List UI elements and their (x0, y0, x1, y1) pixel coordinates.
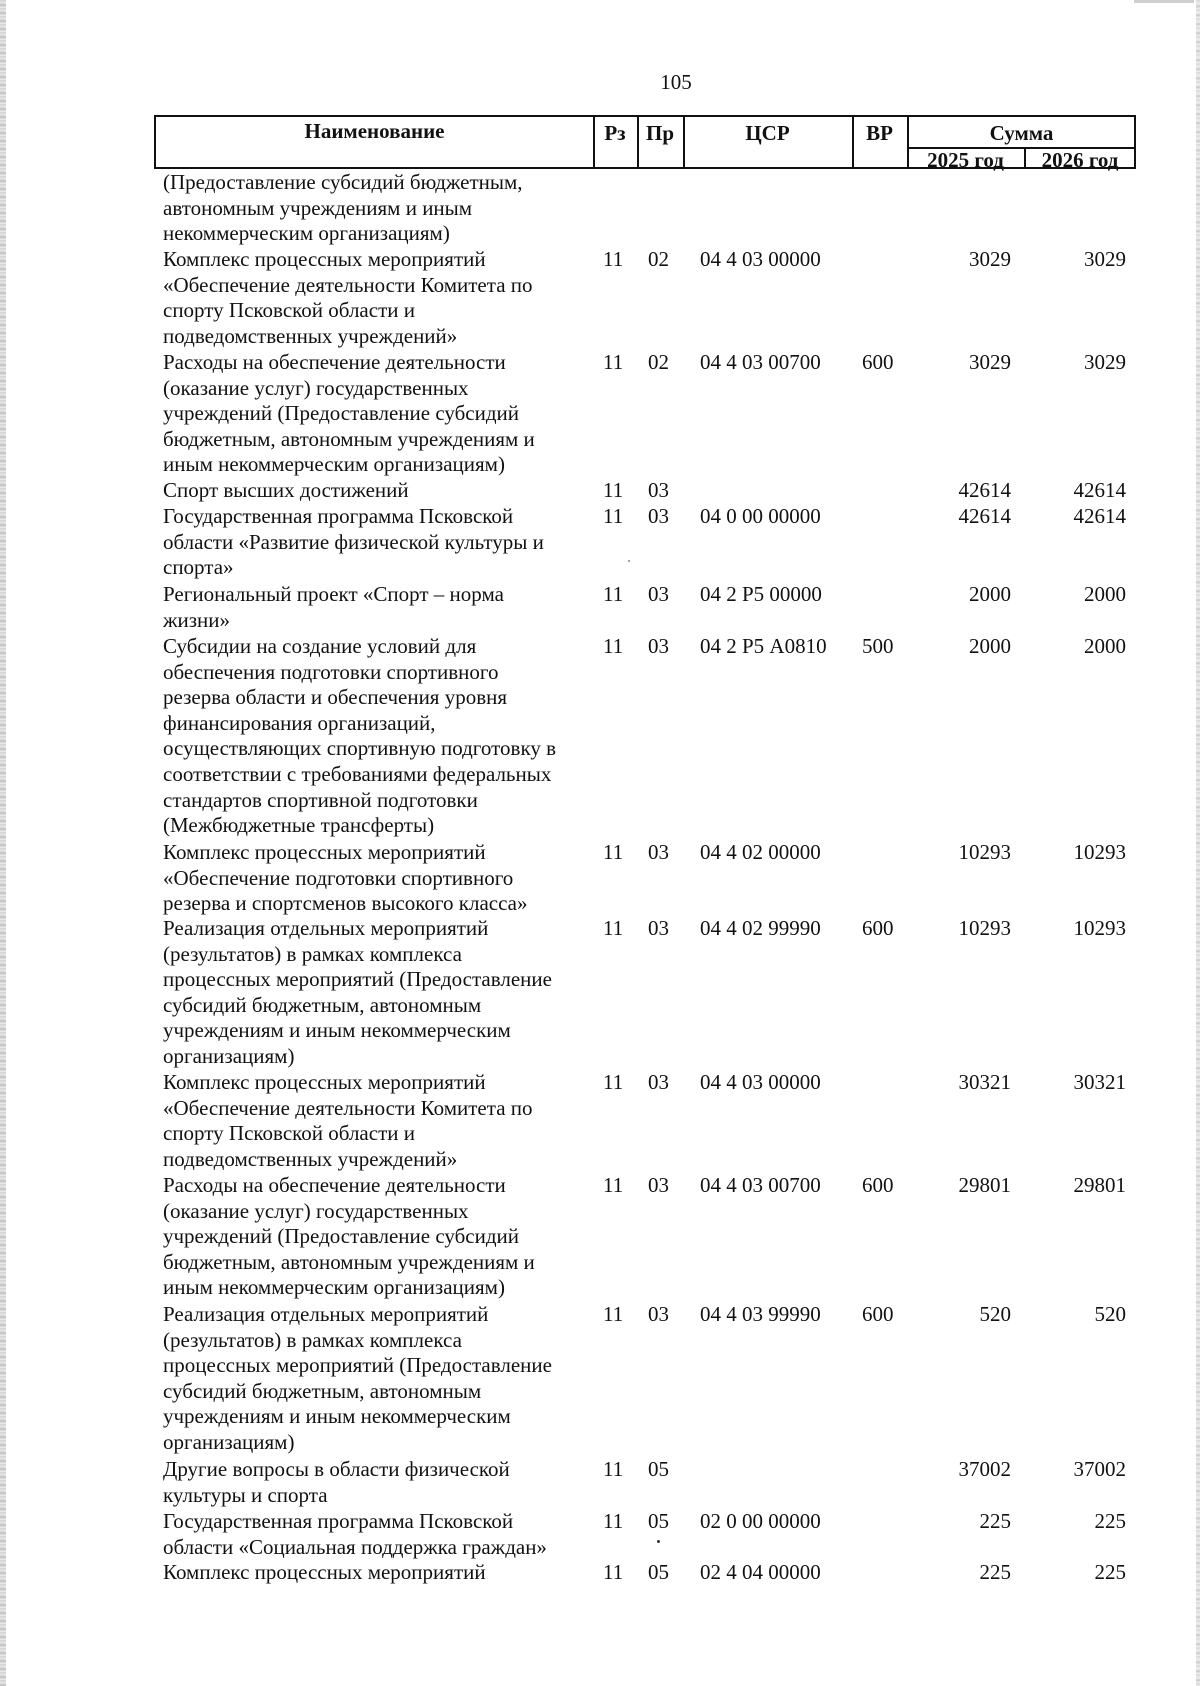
row-name-line: жизни» (163, 607, 231, 632)
row-vr: 600 (862, 1302, 894, 1326)
row-name-line: процессных мероприятий (Предоставление (163, 967, 552, 992)
row-sum-2025: 3029 (969, 247, 1011, 271)
row-name-line: спорту Псковской области и (163, 298, 415, 323)
row-sum-2025: 29801 (958, 1173, 1011, 1197)
header-pr: Пр (645, 121, 674, 145)
scan-speck (657, 1540, 660, 1543)
row-name-line: Комплекс процессных мероприятий (163, 247, 486, 271)
row-sum-2025: 42614 (958, 478, 1011, 502)
row-name (163, 478, 583, 504)
row-name-line: учреждениям и иным некоммерческим (163, 1404, 511, 1429)
row-vr: 600 (862, 1173, 894, 1197)
row-name-line: Комплекс процессных мероприятий (163, 1560, 486, 1584)
row-name-line: (результатов) в рамках комплекса (163, 941, 462, 966)
row-sum-2025: 42614 (958, 504, 1011, 528)
row-name (163, 247, 583, 349)
row-name (163, 582, 583, 633)
row-pr: 05 (648, 1457, 669, 1481)
row-name (163, 170, 583, 247)
header-name: Наименование (304, 119, 445, 143)
row-rz: 11 (603, 634, 624, 658)
row-csr: 04 4 03 99990 (700, 1302, 821, 1326)
row-name-line: субсидий бюджетным, автономным (163, 1378, 482, 1403)
row-sum-2025: 37002 (958, 1457, 1011, 1481)
row-sum-2025: 520 (979, 1302, 1011, 1326)
row-csr: 04 2 Р5 00000 (700, 582, 822, 606)
row-name-line: культуры и спорта (163, 1482, 328, 1507)
row-name-line: области «Социальная поддержка граждан» (163, 1534, 547, 1559)
row-pr: 03 (648, 1070, 669, 1094)
row-name-line: «Обеспечение подготовки спортивного (163, 865, 514, 890)
header-rz: Рз (604, 121, 626, 145)
row-sum-2025: 10293 (958, 840, 1011, 864)
row-name (163, 504, 583, 581)
row-rz: 11 (603, 916, 624, 940)
row-name-line: стандартов спортивной подготовки (163, 787, 478, 812)
row-rz: 11 (603, 350, 624, 374)
row-pr: 05 (648, 1560, 669, 1584)
row-name-line: резерва и спортсменов высокого класса» (163, 891, 528, 916)
row-csr: 02 0 00 00000 (700, 1509, 821, 1533)
row-name-line: Реализация отдельных мероприятий (163, 1302, 489, 1326)
row-sum-2026: 3029 (1084, 247, 1126, 271)
row-name (163, 1560, 583, 1586)
row-name-line: учреждений (Предоставление субсидий (163, 401, 520, 426)
row-csr: 04 4 03 00700 (700, 350, 821, 374)
row-pr: 05 (648, 1509, 669, 1533)
row-name-line: (оказание услуг) государственных (163, 1198, 469, 1223)
row-name-line: резерва области и обеспечения уровня (163, 685, 508, 710)
row-name (163, 350, 583, 478)
row-name-line: автономным учреждениям и иным (163, 195, 473, 220)
row-pr: 03 (648, 504, 669, 528)
row-sum-2025: 225 (979, 1560, 1011, 1584)
row-csr: 04 4 03 00000 (700, 247, 821, 271)
row-name-line: Другие вопросы в области физической (163, 1457, 510, 1481)
scan-corner-mark (1134, 0, 1194, 3)
row-rz: 11 (603, 1302, 624, 1326)
row-name-line: Расходы на обеспечение деятельности (163, 1173, 506, 1197)
row-name-line: финансирования организаций, (163, 710, 436, 735)
row-vr: 500 (862, 634, 894, 658)
row-name-line: Субсидии на создание условий для (163, 634, 477, 658)
row-sum-2026: 42614 (1073, 504, 1126, 528)
header-sum: Сумма (989, 121, 1054, 145)
scan-speck (628, 560, 630, 562)
page-number: 105 (660, 70, 692, 94)
row-sum-2026: 29801 (1073, 1173, 1126, 1197)
row-sum-2025: 3029 (969, 350, 1011, 374)
row-name-line: подведомственных учреждений» (163, 1146, 458, 1171)
row-sum-2026: 10293 (1073, 916, 1126, 940)
row-name (163, 1457, 583, 1508)
row-csr: 04 0 00 00000 (700, 504, 821, 528)
row-pr: 03 (648, 1302, 669, 1326)
header-vr: ВР (866, 121, 893, 145)
row-name-line: «Обеспечение деятельности Комитета по (163, 1095, 533, 1120)
row-sum-2026: 225 (1094, 1509, 1126, 1533)
row-name (163, 1070, 583, 1172)
row-name-line: Расходы на обеспечение деятельности (163, 350, 506, 374)
row-name (163, 916, 583, 1070)
row-name-line: (результатов) в рамках комплекса (163, 1327, 462, 1352)
row-rz: 11 (603, 1457, 624, 1481)
row-name-line: некоммерческим организациям) (163, 221, 450, 246)
scan-edge-right (1196, 0, 1200, 1686)
row-csr: 04 4 03 00700 (700, 1173, 821, 1197)
row-name-line: обеспечения подготовки спортивного (163, 659, 499, 684)
row-name-line: (Предоставление субсидий бюджетным, (163, 170, 523, 194)
row-rz: 11 (603, 1070, 624, 1094)
row-name (163, 1509, 583, 1560)
row-rz: 11 (603, 1509, 624, 1533)
row-pr: 03 (648, 582, 669, 606)
row-sum-2025: 30321 (958, 1070, 1011, 1094)
row-pr: 02 (648, 247, 669, 271)
row-sum-2026: 10293 (1073, 840, 1126, 864)
row-name (163, 840, 583, 917)
row-pr: 02 (648, 350, 669, 374)
row-rz: 11 (603, 1560, 624, 1584)
row-csr: 02 4 04 00000 (700, 1560, 821, 1584)
row-sum-2025: 2000 (969, 582, 1011, 606)
row-rz: 11 (603, 840, 624, 864)
row-rz: 11 (603, 478, 624, 502)
row-name-line: учреждений (Предоставление субсидий (163, 1224, 520, 1249)
row-sum-2026: 2000 (1084, 582, 1126, 606)
row-name-line: бюджетным, автономным учреждениям и (163, 426, 535, 451)
row-name-line: субсидий бюджетным, автономным (163, 992, 482, 1017)
row-name (163, 1173, 583, 1301)
header-year-2026: 2026 год (1041, 148, 1119, 172)
table-header (154, 115, 1136, 172)
row-name-line: иным некоммерческим организациям) (163, 452, 505, 477)
row-sum-2026: 42614 (1073, 478, 1126, 502)
row-name-line: бюджетным, автономным учреждениям и (163, 1249, 535, 1274)
row-name-line: Комплекс процессных мероприятий (163, 1070, 486, 1094)
row-name-line: Комплекс процессных мероприятий (163, 840, 486, 864)
row-csr: 04 4 03 00000 (700, 1070, 821, 1094)
row-name-line: «Обеспечение деятельности Комитета по (163, 272, 533, 297)
row-name-line: осуществляющих спортивную подготовку в (163, 736, 557, 761)
scan-edge-left (0, 0, 6, 1686)
row-sum-2025: 2000 (969, 634, 1011, 658)
row-rz: 11 (603, 504, 624, 528)
row-sum-2026: 225 (1094, 1560, 1126, 1584)
row-name-line: (Межбюджетные трансферты) (163, 813, 435, 838)
row-name-line: процессных мероприятий (Предоставление (163, 1353, 552, 1378)
header-year-2025: 2025 год (927, 148, 1004, 172)
row-name-line: Государственная программа Псковской (163, 1509, 514, 1533)
row-vr: 600 (862, 350, 894, 374)
row-sum-2025: 10293 (958, 916, 1011, 940)
row-pr: 03 (648, 478, 669, 502)
row-name-line: подведомственных учреждений» (163, 323, 458, 348)
row-sum-2026: 520 (1094, 1302, 1126, 1326)
row-sum-2026: 30321 (1073, 1070, 1126, 1094)
row-rz: 11 (603, 1173, 624, 1197)
row-sum-2026: 3029 (1084, 350, 1126, 374)
row-pr: 03 (648, 634, 669, 658)
row-name-line: спорту Псковской области и (163, 1121, 415, 1146)
row-name-line: организациям) (163, 1429, 295, 1454)
row-name-line: Государственная программа Псковской (163, 504, 514, 528)
row-rz: 11 (603, 247, 624, 271)
row-csr: 04 4 02 99990 (700, 916, 821, 940)
row-name (163, 634, 583, 839)
row-sum-2026: 37002 (1073, 1457, 1126, 1481)
row-name-line: спорта» (163, 555, 234, 580)
row-vr: 600 (862, 916, 894, 940)
row-name-line: Региональный проект «Спорт – норма (163, 582, 504, 606)
row-csr: 04 4 02 00000 (700, 840, 821, 864)
row-name-line: области «Развитие физической культуры и (163, 529, 544, 554)
row-pr: 03 (648, 840, 669, 864)
row-pr: 03 (648, 916, 669, 940)
row-name-line: (оказание услуг) государственных (163, 375, 469, 400)
row-sum-2025: 225 (979, 1509, 1011, 1533)
row-pr: 03 (648, 1173, 669, 1197)
header-csr: ЦСР (745, 121, 790, 145)
row-sum-2026: 2000 (1084, 634, 1126, 658)
row-name (163, 1302, 583, 1456)
row-name-line: организациям) (163, 1043, 295, 1068)
row-name-line: Спорт высших достижений (163, 478, 409, 502)
row-name-line: иным некоммерческим организациям) (163, 1275, 505, 1300)
row-rz: 11 (603, 582, 624, 606)
row-name-line: соответствии с требованиями федеральных (163, 761, 552, 786)
row-name-line: учреждениям и иным некоммерческим (163, 1018, 511, 1043)
row-name-line: Реализация отдельных мероприятий (163, 916, 489, 940)
row-csr: 04 2 Р5 А0810 (700, 634, 827, 658)
